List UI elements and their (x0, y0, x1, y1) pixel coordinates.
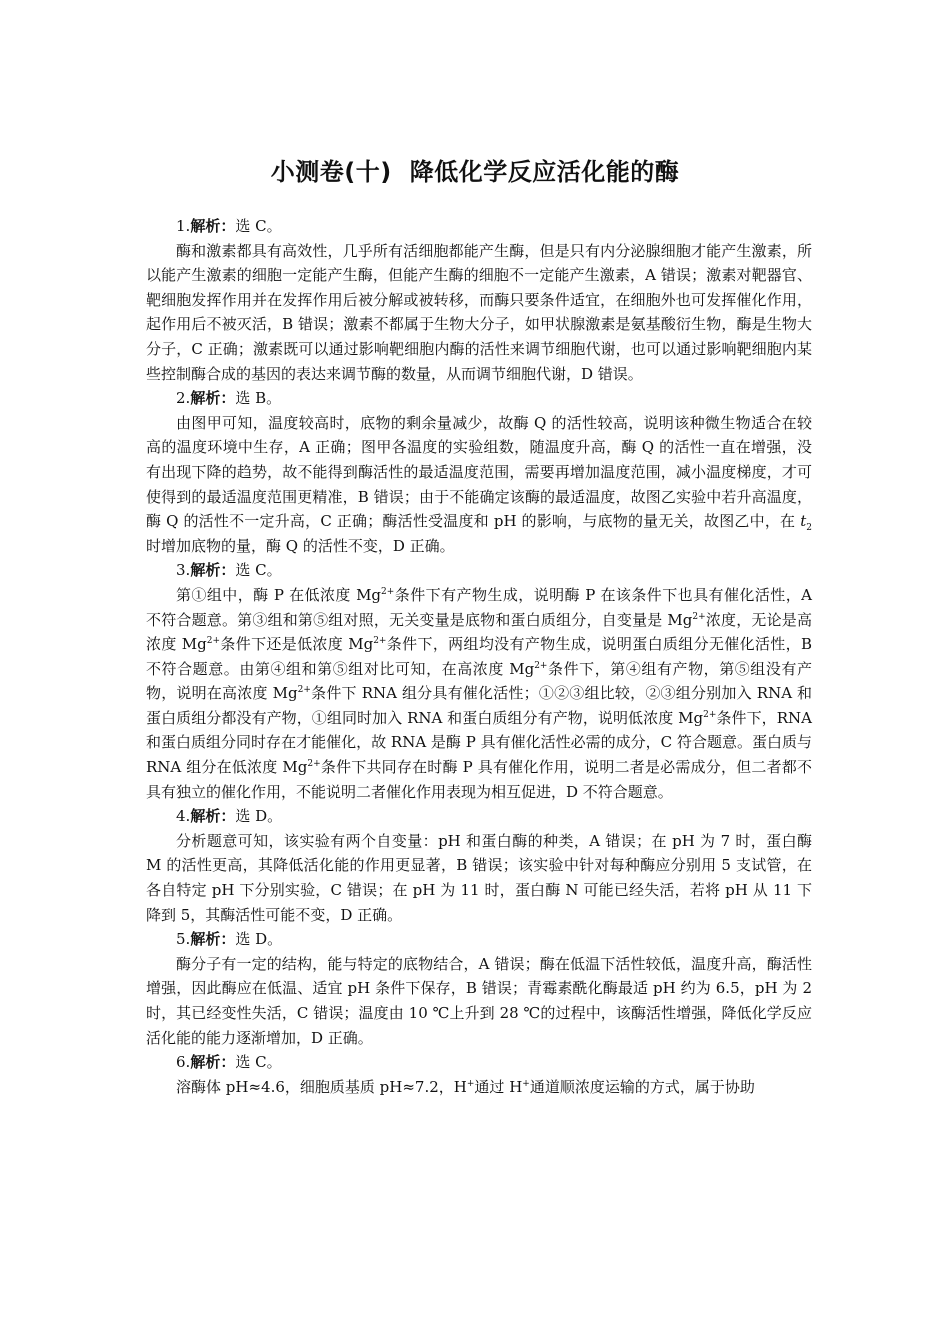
page-title (0, 152, 950, 187)
item-4-heading: 4.解析：选 D。 (176, 807, 283, 826)
analysis-label: 解析： (190, 930, 236, 949)
item-3-heading: 3.解析：选 C。 (176, 561, 282, 580)
analysis-label: 解析： (190, 389, 236, 408)
item-5-heading: 5.解析：选 D。 (176, 930, 283, 949)
analysis-label: 解析： (190, 561, 236, 580)
item-1-explanation: 酶和激素都具有高效性，几乎所有活细胞都能产生酶，但是只有内分泌腺细胞才能产生激素，所以能产生激素的细胞一定能产生酶，但能产生酶的细胞不一定能产生激素，A 错误；激素对靶器官、靶细胞发挥作用并在发挥作用后被分解或被转移，而酶只要条件适宜，在细胞外也可发挥催化作用，起作用后不被灭活，B 错误；激素不都属于生物大分子，如甲状腺激素是氨基酸衍生物，酶是生物大分子，C 正确；激素既可以通过影响靶细胞内酶的活性来调节细胞代谢，也可以通过影响靶细胞内某些控制酶合成的基因的表达来调节酶的数量，从而调节细胞代谢，D 错误。 (146, 241, 812, 383)
item-3-explanation: 第①组中，酶 P 在低浓度 $Mg^{2+}$条件下有产物生成，说明酶 P 在该条件下也具有催化活性，A 不符合题意。第③组和第⑤组对照，无关变量是底物和蛋白质组分，自变量是 $Mg^{2+}$浓度，无论是高浓度 $Mg^{2+}$条件下还是低浓度 $Mg^{2+}$条件下，两组均没有产物生成，说明蛋白质组分无催化活性，B 不符合题意。由第④组和第⑤组对比可知，在高浓度 $Mg^{2+}$条件下，第④组有产物，第⑤组没有产物，说明在高浓度 $Mg^{2+}$条件下 RNA 组分具有催化活性；①②③组比较，②③组分别加入 RNA 和蛋白质组分都没有产物，①组同时加入 RNA 和蛋白质组分有产物，说明低浓度 $Mg^{2+}$条件下，RNA 和蛋白质组分同时存在才能催化，故 RNA 是酶 P 具有催化活性必需的成分，C 符合题意。蛋白质与 RNA 组分在低浓度 $Mg^{2+}$条件下共同存在时酶 P 具有催化作用，说明二者是必需成分，但二者都不具有独立的催化作用，不能说明二者催化作用表现为相互促进，D 不符合题意。 (146, 585, 813, 801)
item-6-heading: 6.解析：选 C。 (176, 1053, 282, 1072)
item-5-answer: 选 D。 (235, 930, 283, 949)
analysis-label: 解析： (190, 217, 236, 235)
title-part-1: 小测卷(十) (270, 158, 392, 186)
item-3-answer: 选 C。 (235, 561, 282, 580)
item-2-heading: 2.解析：选 B。 (176, 389, 282, 408)
answer-content (146, 214, 812, 1099)
item-5-explanation: 酶分子有一定的结构，能与特定的底物结合，A 错误；酶在低温下活性较低，温度升高，酶活性增强，因此酶应在低温、适宜 pH 条件下保存，B 错误；青霉素酰化酶最适 pH 约为 6.5，pH 为 2 时，其已经变性失活，C 错误；温度由 10 ℃上升到 28 ℃的过程中，该酶活性增强，降低化学反应活化能的能力逐渐增加，D 正确。 (146, 954, 812, 1047)
item-4-explanation: 分析题意可知，该实验有两个自变量：pH 和蛋白酶的种类，A 错误；在 pH 为 7 时，蛋白酶 M 的活性更高，其降低活化能的作用更显著，B 错误；该实验中针对每种酶应分别用 5 支试管，在各自特定 pH 下分别实验，C 错误；在 pH 为 11 时，蛋白酶 N 可能已经失活，若将 pH 从 11 下降到 5，其酶活性可能不变，D 正确。 (146, 831, 812, 924)
analysis-label: 解析： (190, 807, 236, 826)
item-6-explanation: 溶酶体 pH≈4.6，细胞质基质 pH≈7.2，H+通过 H+通道顺浓度运输的方式，属于协助 (176, 1077, 755, 1096)
item-1-heading: 1.解析：选 C。 (176, 217, 282, 235)
item-4-answer: 选 D。 (235, 807, 283, 826)
item-1-answer: 选 C。 (235, 217, 282, 235)
item-2-answer: 选 B。 (235, 389, 282, 408)
item-2-explanation: 由图甲可知，温度较高时，底物的剩余量减少，故酶 Q 的活性较高，说明该种微生物适合在较高的温度环境中生存，A 正确；图甲各温度的实验组数，随温度升高，酶 Q 的活性一直在增强，没有出现下降的趋势，故不能得到酶活性的最适温度范围，需要再增加温度范围，减小温度梯度，才可使得到的最适温度范围更精准，B 错误；由于不能确定该酶的最适温度，故图乙实验中若升高温度，酶 Q 的活性不一定升高，C 正确；酶活性受温度和 pH 的影响，与底物的量无关，故图乙中，在 $t_2$时增加底物的量，酶 Q 的活性不变，D 正确。 (146, 413, 812, 555)
item-6-answer: 选 C。 (235, 1053, 282, 1072)
title-part-2: 降低化学反应活化能的酶 (409, 158, 680, 186)
analysis-label: 解析： (190, 1053, 236, 1072)
